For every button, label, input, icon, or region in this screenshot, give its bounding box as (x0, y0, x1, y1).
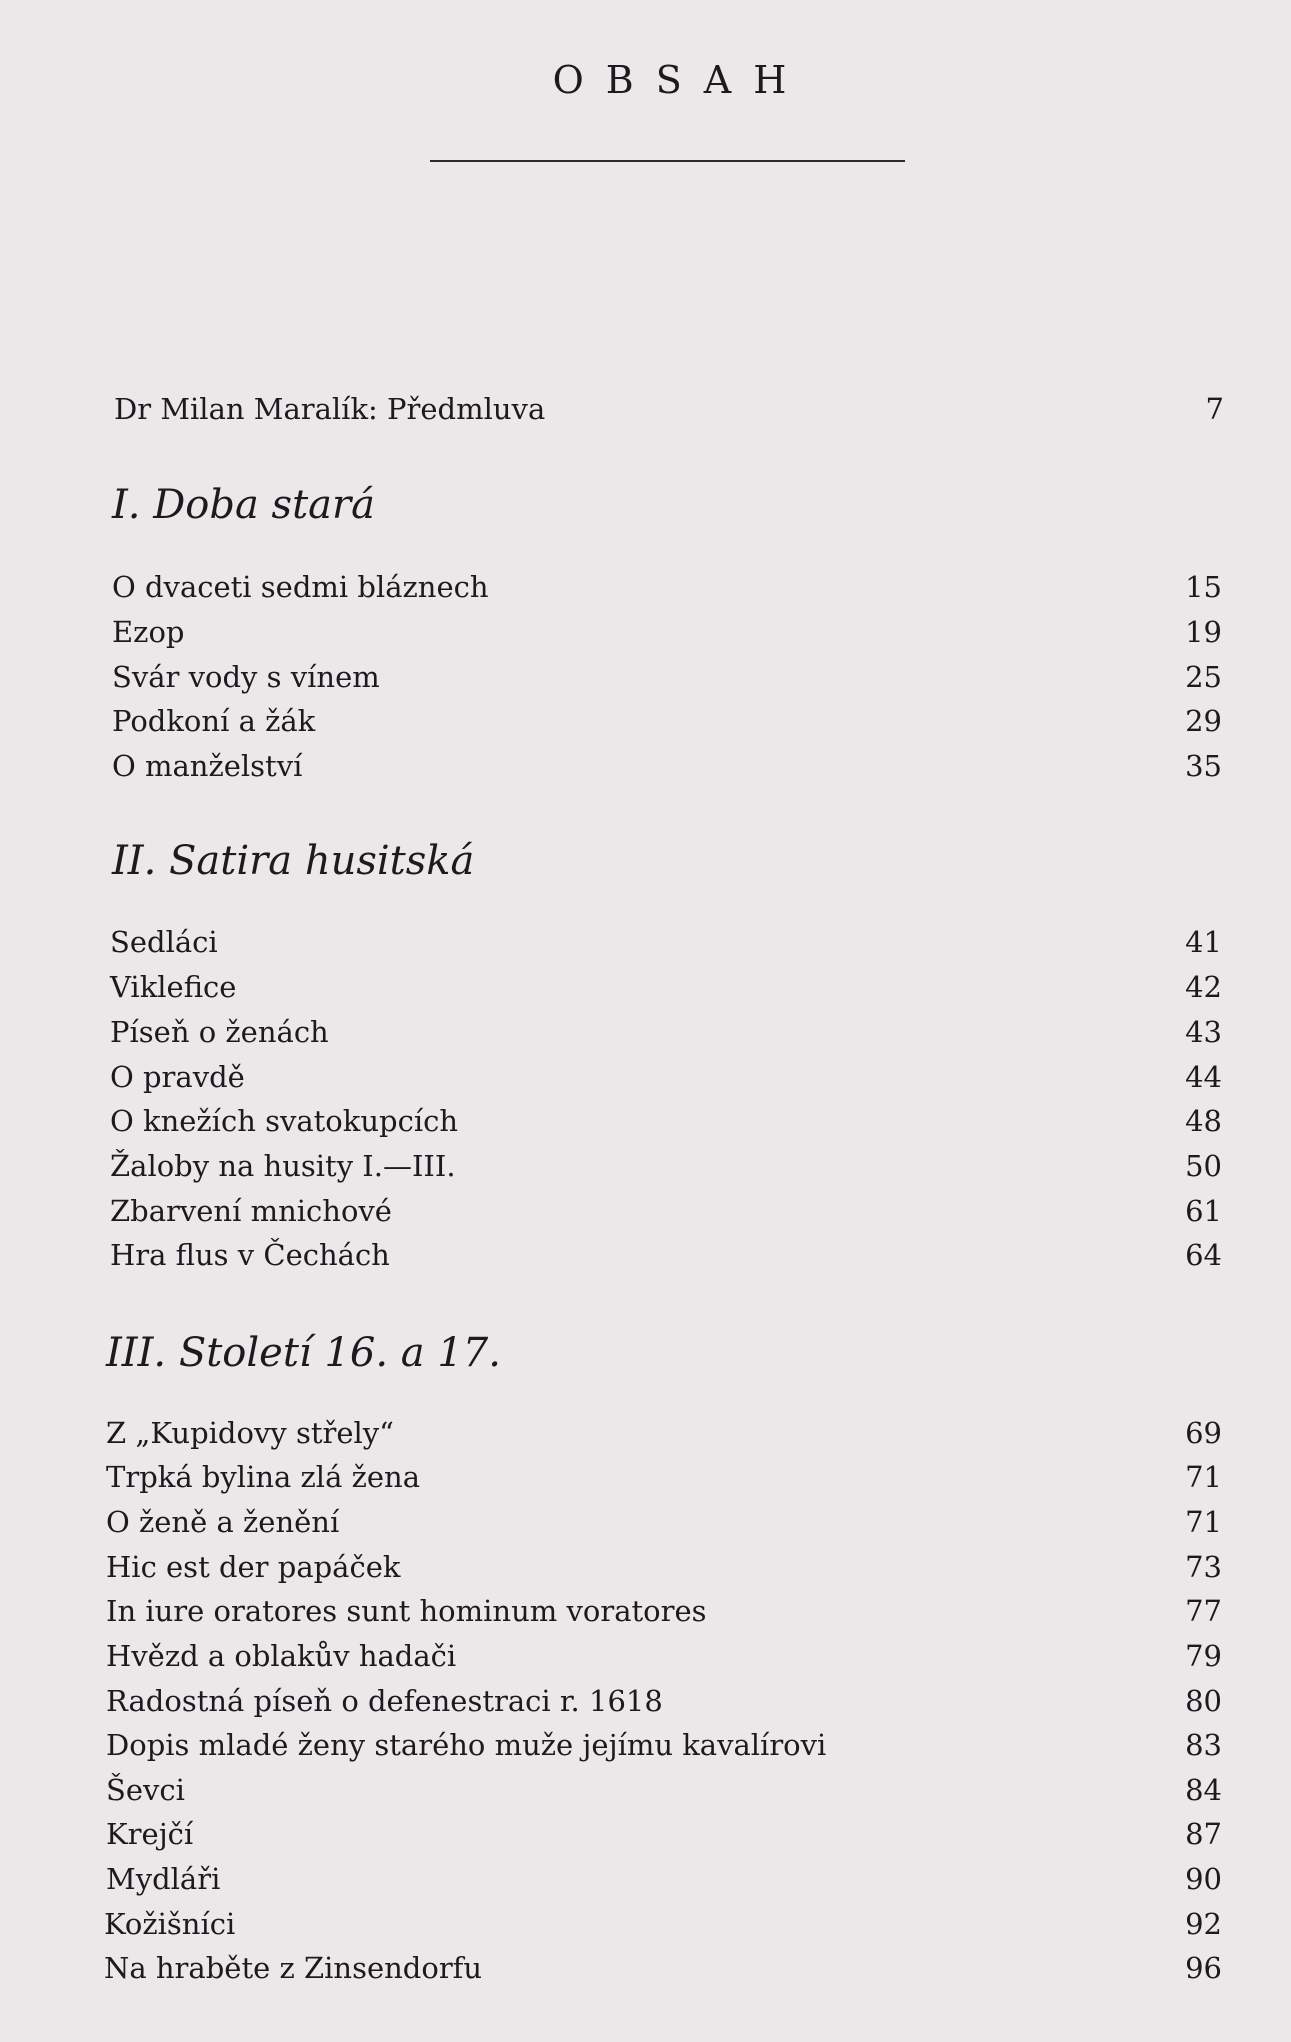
toc-entry-page: 83 (1185, 1728, 1222, 1762)
toc-entry-page: 41 (1185, 925, 1222, 959)
toc-entry-page: 42 (1185, 970, 1222, 1004)
toc-entry-page: 96 (1185, 1951, 1222, 1985)
toc-entry-page: 84 (1185, 1773, 1222, 1807)
toc-entry (106, 1859, 1222, 1899)
toc-entry (110, 1101, 1222, 1141)
toc-entry-page: 35 (1185, 749, 1222, 783)
toc-entry-title: O manželství (112, 749, 303, 783)
toc-entry-title: Mydláři (106, 1862, 221, 1896)
toc-entry (110, 1235, 1222, 1275)
toc-entry (106, 1547, 1222, 1587)
toc-entry (106, 1636, 1222, 1676)
toc-entry (104, 1904, 1222, 1944)
toc-entry-page: 15 (1185, 570, 1222, 604)
toc-entry-title: Žaloby na husity I.—III. (110, 1149, 456, 1183)
toc-entry-title: Ševci (106, 1773, 185, 1807)
toc-entry (106, 1814, 1222, 1854)
toc-entry-title: In iure oratores sunt hominum voratores (106, 1594, 707, 1628)
toc-entry (112, 746, 1222, 786)
toc-entry-title: Radostná píseň o defenestraci r. 1618 (106, 1684, 663, 1718)
toc-entry-page: 80 (1185, 1684, 1222, 1718)
toc-entry-page: 73 (1185, 1550, 1222, 1584)
contents-heading: OBSAH (552, 58, 809, 102)
toc-entry-title: Na hraběte z Zinsendorfu (104, 1951, 483, 1985)
toc-entry-page: 61 (1185, 1194, 1222, 1228)
toc-entry-title: Trpká bylina zlá žena (106, 1460, 421, 1494)
toc-entry-page: 71 (1185, 1460, 1222, 1494)
toc-entry (110, 1057, 1222, 1097)
toc-entry-title: Sedláci (110, 925, 218, 959)
toc-entry-page: 79 (1185, 1639, 1222, 1673)
toc-entry-page: 44 (1185, 1060, 1222, 1094)
toc-entry (112, 567, 1222, 607)
toc-entry-title: Dopis mladé ženy starého muže jejímu kavalírovi (106, 1728, 827, 1762)
toc-entry-title: Hic est der papáček (106, 1550, 401, 1584)
toc-entry (104, 1948, 1222, 1988)
toc-entry (112, 701, 1222, 741)
toc-entry-page: 50 (1185, 1149, 1222, 1183)
toc-entry-page: 48 (1185, 1104, 1222, 1138)
toc-entry-title: O knežích svatokupcích (110, 1104, 459, 1138)
toc-entry-page: 43 (1185, 1015, 1222, 1049)
toc-entry-page: 19 (1185, 615, 1222, 649)
toc-entry-title: Krejčí (106, 1817, 194, 1851)
toc-entry-title: Viklefice (110, 970, 237, 1004)
toc-entry (106, 1725, 1222, 1765)
toc-entry-title: Podkoní a žák (112, 704, 316, 738)
section-heading-3: III. Století 16. a 17. (106, 1330, 501, 1376)
toc-entry (110, 1146, 1222, 1186)
toc-entry-title: Hvězd a oblakův hadači (106, 1639, 457, 1673)
toc-entry (106, 1770, 1222, 1810)
toc-entry-title: Ezop (112, 615, 185, 649)
toc-entry-page: 64 (1185, 1238, 1222, 1272)
toc-entry-title: Hra flus v Čechách (110, 1238, 390, 1272)
toc-entry (110, 922, 1222, 962)
toc-entry (110, 967, 1222, 1007)
toc-entry-page: 77 (1185, 1594, 1222, 1628)
toc-entry-page: 92 (1185, 1907, 1222, 1941)
toc-entry-title: Z „Kupidovy střely“ (106, 1416, 394, 1450)
toc-entry-page: 90 (1185, 1862, 1222, 1896)
toc-entry-page: 87 (1185, 1817, 1222, 1851)
toc-entry-title: Dr Milan Maralík: Předmluva (114, 392, 546, 426)
toc-entry-title: Kožišníci (104, 1907, 236, 1941)
toc-entry-page: 7 (1205, 392, 1224, 426)
toc-entry (106, 1502, 1222, 1542)
toc-entry-page: 29 (1185, 704, 1222, 738)
toc-entry (106, 1457, 1222, 1497)
toc-entry (110, 1191, 1222, 1231)
section-heading-1: I. Doba stará (112, 482, 375, 528)
toc-entry-title: Svár vody s vínem (112, 660, 380, 694)
heading-rule (430, 160, 905, 162)
toc-entry (112, 657, 1222, 697)
toc-entry-page: 25 (1185, 660, 1222, 694)
toc-entry-title: Zbarvení mnichové (110, 1194, 392, 1228)
toc-entry-title: O ženě a ženění (106, 1505, 340, 1539)
toc-entry (112, 612, 1222, 652)
toc-entry (106, 1413, 1222, 1453)
toc-entry-title: Píseň o ženách (110, 1015, 329, 1049)
toc-entry (106, 1681, 1222, 1721)
toc-entry-preface (114, 389, 1224, 429)
toc-entry (106, 1591, 1222, 1631)
toc-entry-title: O pravdě (110, 1060, 245, 1094)
section-heading-2: II. Satira husitská (112, 838, 475, 884)
toc-entry-page: 69 (1185, 1416, 1222, 1450)
toc-entry-page: 71 (1185, 1505, 1222, 1539)
toc-entry (110, 1012, 1222, 1052)
toc-entry-title: O dvaceti sedmi bláznech (112, 570, 489, 604)
